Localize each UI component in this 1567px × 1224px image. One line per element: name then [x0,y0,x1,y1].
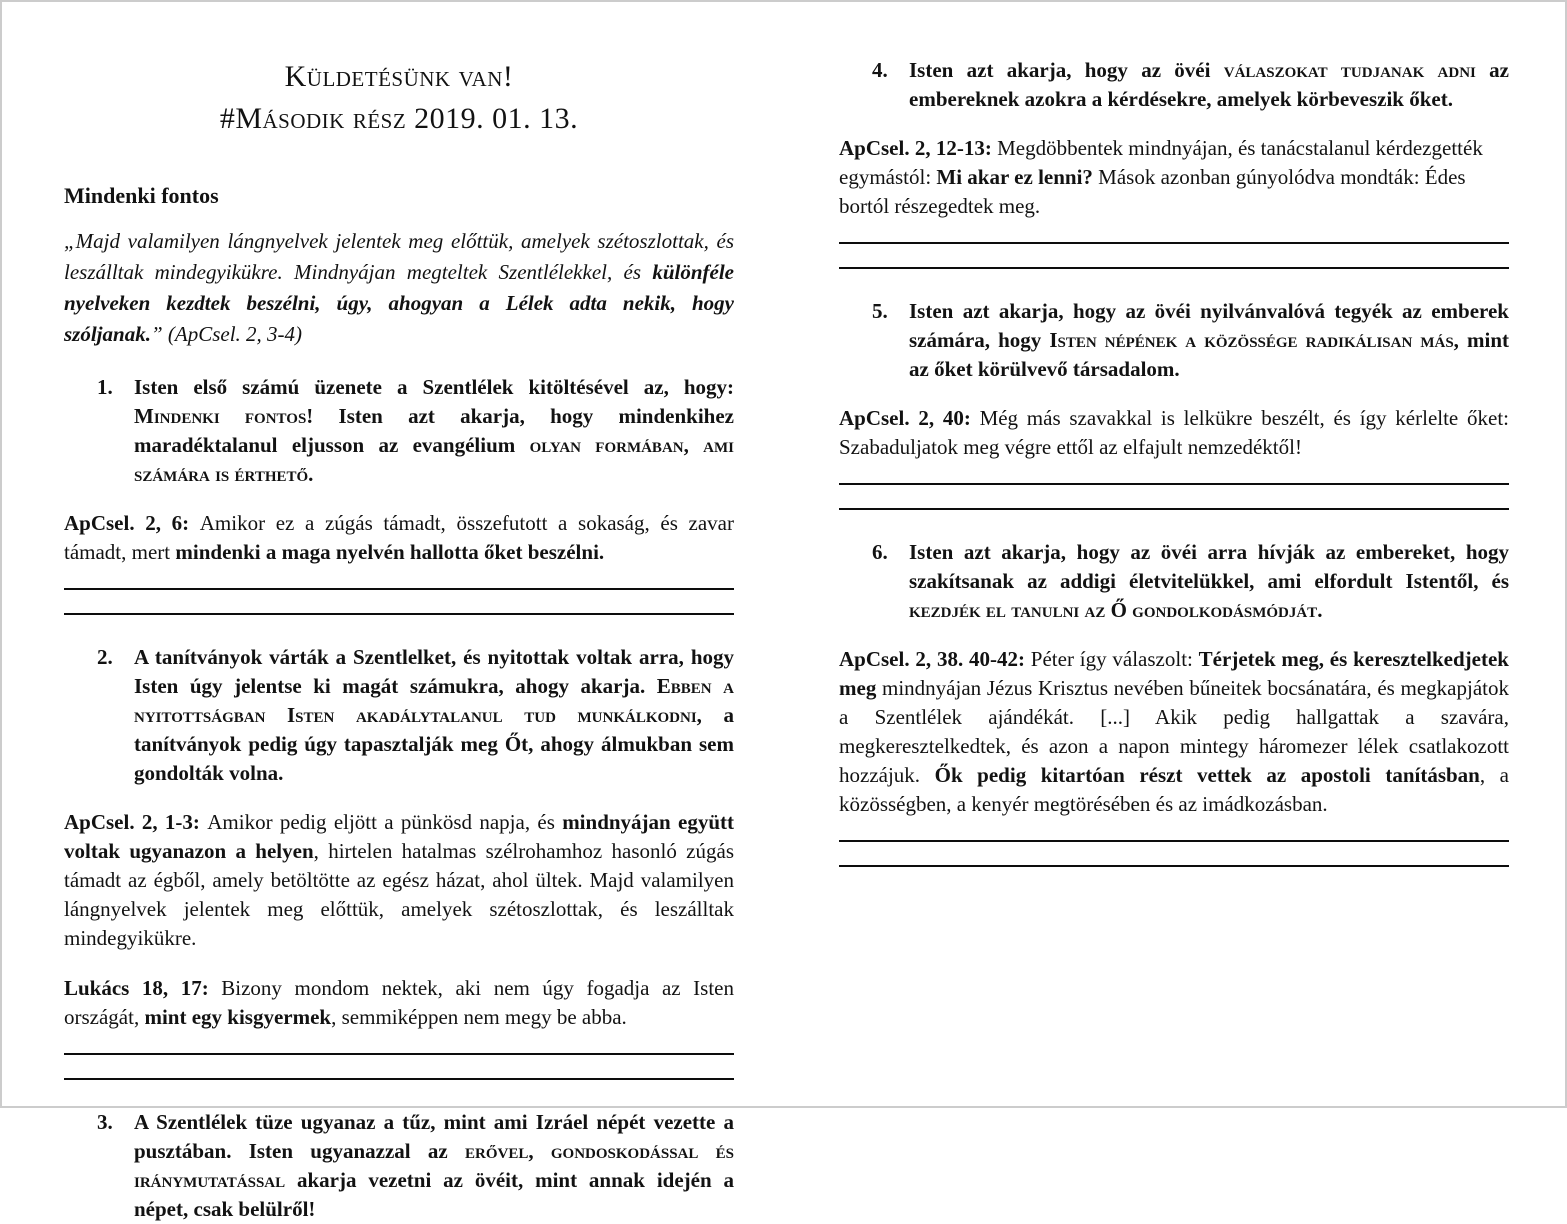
note-lines-group-4 [839,483,1509,510]
item-number: 2. [97,645,113,669]
note-line [64,1053,734,1055]
note-line [64,1078,734,1080]
item-number: 6. [872,540,888,564]
item-text: A tanítványok várták a Szentlelket, és nyitottak voltak arra, hogy Isten úgy jelentse ki magát számukra, ahogy akarja. Ebben a nyitottságban Isten akadálytalanul tud munkálkodni, a tanítványok pedig úgy tapasztalják meg Őt, ahogy álmukban sem gondolták volna. [134,645,735,785]
note-lines-group-2 [64,1053,734,1080]
scripture-apcsel-2-40: ApCsel. 2, 40: Még más szavakkal is lelkükre beszélt, és így kérlelte őket: Szabaduljatok meg végre ettől az elfajult nemzedéktől! [839,406,1509,459]
scripture-apcsel-2-38-40-42: ApCsel. 2, 38. 40-42: Péter így válaszolt: Térjetek meg, és keresztelkedjetek meg mindnyájan Jézus Krisztus nevében bűneitek bocsánatára, és megkapjátok a Szentlélek ajándékát. [...] Akik pedig hallgattak a szavára, megkeresztelkedtek, és azon a napon mintegy háromezer lélek csatlakozott hozzájuk. Ők pedig kitartóan részt vettek az apostoli tanításban, a közösségben, a kenyér megtörésében és az imádkozásban. [839,647,1510,816]
numbered-item-3 [64,1108,734,1224]
numbered-item-4 [839,56,1509,114]
scripture-apcsel-2-1-3: ApCsel. 2, 1-3: Amikor pedig eljött a pünkösd napja, és mindnyájan együtt voltak ugyanazon a helyen, hirtelen hatalmas szélrohamhoz hasonló zúgás támadt az égből, amely betöltötte az egész házat, ahol ültek. Majd valamilyen lángnyelvek jelentek meg előttük, amelyek szétoszlottak, és leszálltak mindegyikükre. [64,810,735,950]
left-column [64,56,735,1221]
item-text: Isten azt akarja, hogy az övéi arra hívják az embereket, hogy szakítsanak az addigi életvitelükkel, ami elfordult Istentől, és kezdjék el tanulni az Ő gondolkodásmódját. [909,540,1509,622]
note-lines-group-1 [64,588,734,615]
scripture-lukacs-18-17: Lukács 18, 17: Bizony mondom nektek, aki nem úgy fogadja az Isten országát, mint egy kisgyermek, semmiképpen nem megy be abba. [64,976,734,1029]
note-line [64,613,734,615]
document-title-line2: #Második rész 2019. 01. 13. [219,102,579,135]
item-text: Isten első számú üzenete a Szentlélek kitöltésével az, hogy: Mindenki fontos! Isten azt akarja, hogy mindenkihez maradéktalanul eljusson az evangélium olyan formában, ami számára is érthető. [134,375,734,486]
item-number: 5. [872,299,888,323]
item-text: A Szentlélek tüze ugyanaz a tűz, mint ami Izráel népét vezette a pusztában. Isten ugyanazzal az erővel, gondoskodással és iránymutatással akarja vezetni az övéit, mint annak idején a népet, csak belülről! [134,1110,734,1221]
numbered-item-1 [64,373,734,489]
item-text: Isten azt akarja, hogy az övéi válaszokat tudjanak adni az embereknek azokra a kérdésekre, amelyek körbeveszik őket. [909,58,1509,111]
note-line [839,840,1509,842]
document-title-line1: Küldetésünk van! [284,60,514,93]
item-text: Isten azt akarja, hogy az övéi nyilvánvalóvá tegyék az emberek számára, hogy Isten népének a közössége radikálisan más, mint az őket körülvevő társadalom. [909,299,1509,381]
note-lines-group-5 [839,840,1509,867]
note-line [839,865,1509,867]
scripture-apcsel-2-6: ApCsel. 2, 6: Amikor ez a zúgás támadt, összefutott a sokaság, és zavar támadt, mert mindenki a maga nyelvén hallotta őket beszélni. [64,511,734,564]
note-line [839,483,1509,485]
numbered-item-2 [64,643,734,788]
scripture-quote-apcsel-2-3-4: „Majd valamilyen lángnyelvek jelentek meg előttük, amelyek szétoszlottak, és leszálltak mindegyikükre. Mindnyájan megteltek Szentlélekkel, és különféle nyelveken kezdtek beszélni, úgy, ahogyan a Lélek adta nekik, hogy szóljanak.” (ApCsel. 2, 3-4) [64,229,734,346]
item-number: 1. [97,375,113,399]
item-number: 4. [872,58,888,82]
numbered-item-5 [839,297,1509,384]
right-column [839,56,1509,1066]
section-heading: Mindenki fontos [64,183,219,208]
note-line [64,588,734,590]
note-line [839,267,1509,269]
item-number: 3. [97,1110,113,1134]
note-lines-group-3 [839,242,1509,269]
numbered-item-6 [839,538,1509,625]
note-line [839,508,1509,510]
scripture-apcsel-2-12-13: ApCsel. 2, 12-13: Megdöbbentek mindnyájan, és tanácstalanul kérdezgették egymástól: Mi akar ez lenni? Mások azonban gúnyolódva mondták: Édes bortól részegedtek meg. [839,136,1483,218]
document-title [64,56,734,140]
note-line [839,242,1509,244]
